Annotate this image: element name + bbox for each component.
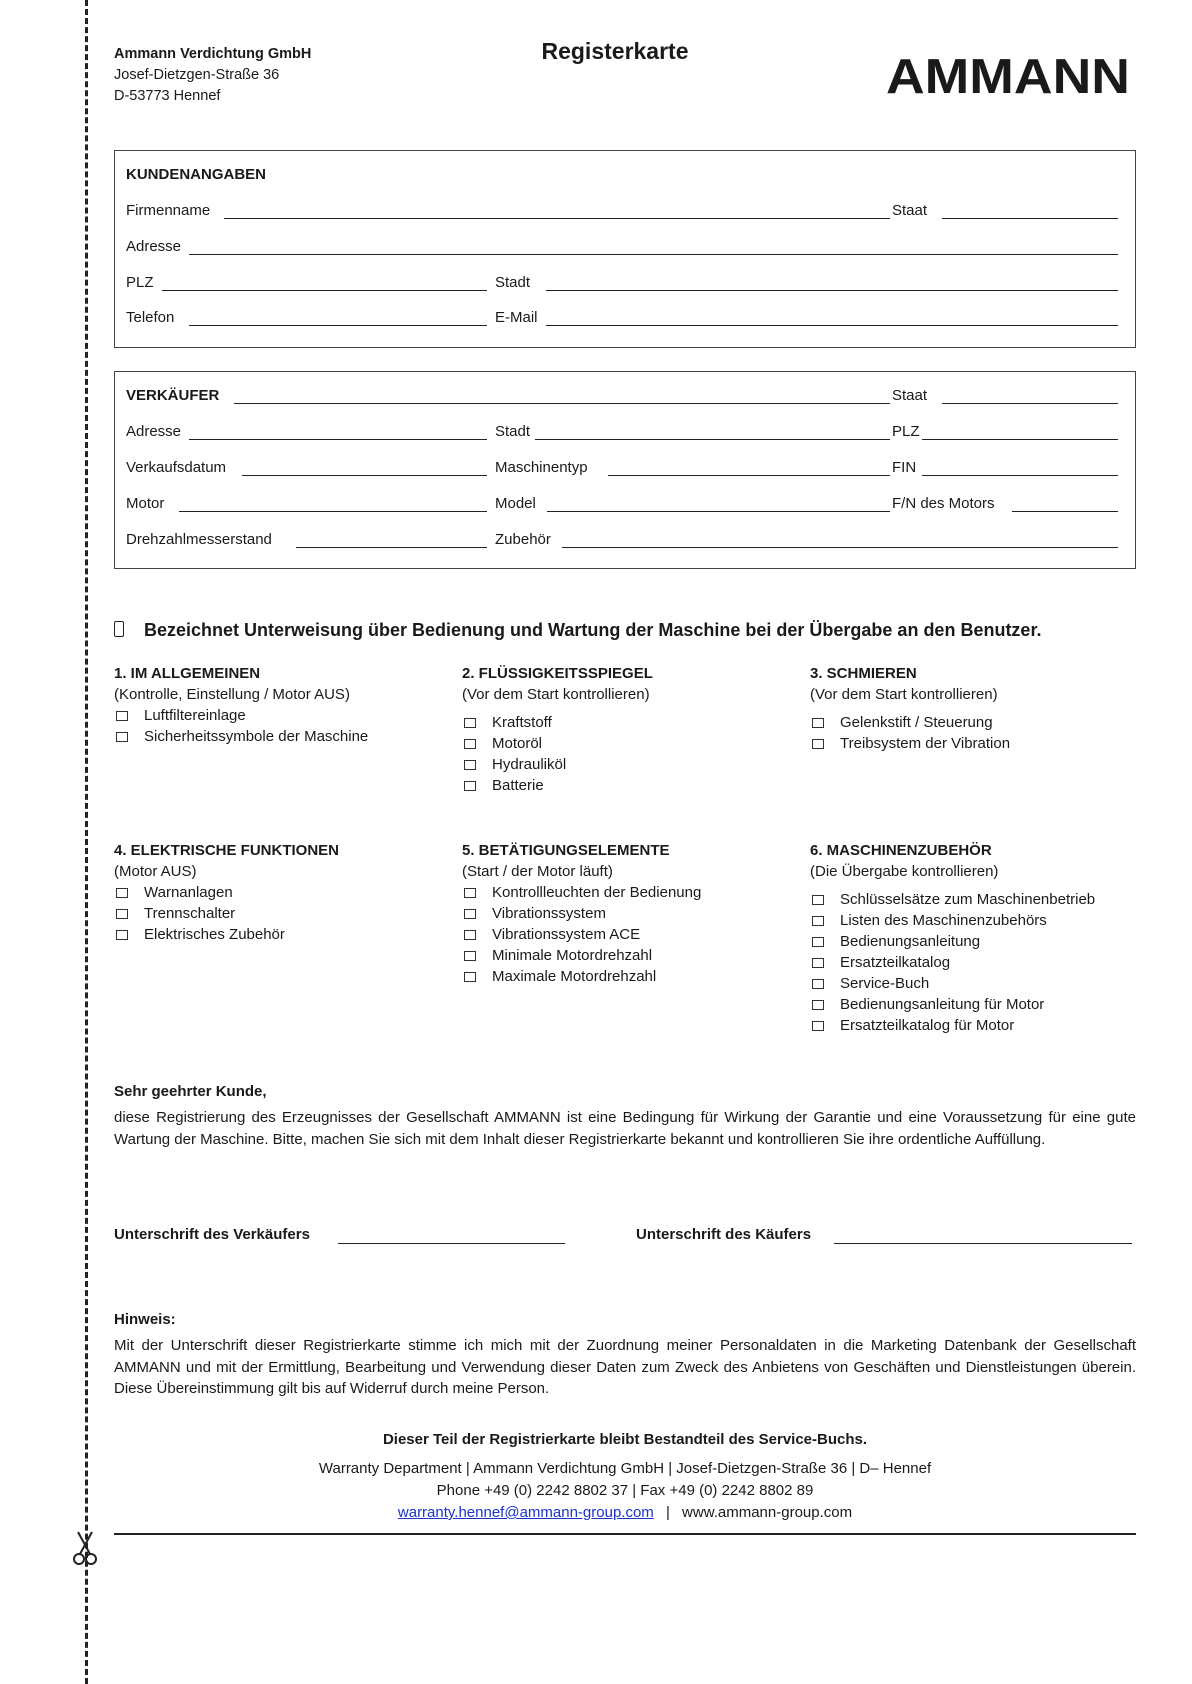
company-field[interactable] [224, 218, 890, 219]
customer-address-label: Adresse [126, 238, 182, 255]
buyer-signature-field[interactable] [834, 1243, 1132, 1244]
section-machine-accessories [810, 840, 1095, 1036]
company-address [114, 44, 311, 107]
fin-label: FIN [892, 459, 917, 476]
check-item[interactable] [810, 889, 1095, 910]
section-lubrication [810, 663, 1010, 754]
note-body: Mit der Unterschrift dieser Registrierkarte stimme ich mich mit der Zuordnung meiner Personaldaten in die Marketing Datenbank der Gesellschaft AMMANN und mit der Ermittlung, Bearbeitung und Verwendung dieser Daten zum Zweck des Anbietens von Geschäften und Dienstleistungen überein. Diese Übereinstimmung gilt bis auf Widerruf durch meine Person. [114, 1337, 1136, 1397]
checkbox[interactable] [464, 930, 476, 940]
section-general [114, 663, 368, 747]
customer-state-field[interactable] [942, 218, 1118, 219]
check-item-label: Kontrollleuchten der Bedienung [492, 884, 702, 901]
check-item-label: Ersatzteilkatalog für Motor [840, 1017, 1015, 1034]
cut-line [85, 0, 88, 1684]
seller-zip-field[interactable] [922, 439, 1118, 440]
seller-signature-label: Unterschrift des Verkäufers [114, 1226, 310, 1243]
check-item[interactable] [462, 924, 701, 945]
check-item-label: Maximale Motordrehzahl [492, 968, 657, 985]
section-title: 6. MASCHINENZUBEHÖR [810, 842, 992, 859]
check-item[interactable] [462, 882, 701, 903]
check-item[interactable] [114, 726, 368, 747]
check-item-label: Elektrisches Zubehör [144, 926, 285, 943]
instruction-heading-text: Bezeichnet Unterweisung über Bedienung und Wartung der Maschine bei der Übergabe an den Benutzer. [144, 620, 1042, 640]
section-controls [462, 840, 701, 987]
machine-type-field[interactable] [608, 475, 890, 476]
check-item[interactable] [462, 712, 653, 733]
check-item-label: Schlüsselsätze zum Maschinenbetrieb [840, 891, 1096, 908]
instruction-heading [114, 620, 1041, 641]
check-item-label: Motoröl [492, 735, 543, 752]
check-item-label: Warnanlagen [144, 884, 233, 901]
tachometer-label: Drehzahlmesserstand [126, 531, 272, 548]
engine-field[interactable] [179, 511, 487, 512]
seller-state-label: Staat [892, 387, 928, 404]
check-item-label: Hydrauliköl [492, 756, 567, 773]
model-label: Model [495, 495, 536, 512]
check-item[interactable] [114, 882, 339, 903]
section-title: 1. IM ALLGEMEINEN [114, 665, 261, 682]
footer-address: Warranty Department | Ammann Verdichtung GmbH | Josef-Dietzgen-Straße 36 | D– Hennef [318, 1460, 932, 1477]
checkbox[interactable] [812, 739, 824, 749]
section-fluid-levels [462, 663, 653, 796]
footer-remark: Dieser Teil der Registrierkarte bleibt Bestandteil des Service-Buchs. [382, 1431, 868, 1448]
check-item-label: Gelenkstift / Steuerung [840, 714, 993, 731]
check-item-label: Trennschalter [144, 905, 236, 922]
check-item-label: Minimale Motordrehzahl [492, 947, 653, 964]
check-item[interactable] [462, 775, 653, 796]
checkbox[interactable] [464, 888, 476, 898]
checkbox[interactable] [812, 718, 824, 728]
instruction-checkbox[interactable] [114, 621, 124, 637]
section-title: 2. FLÜSSIGKEITSSPIEGEL [462, 665, 653, 682]
section-subtitle: (Vor dem Start kontrollieren) [462, 686, 650, 703]
website-link[interactable]: www.ammann-group.com [682, 1504, 853, 1521]
seller-city-field[interactable] [535, 439, 890, 440]
checkbox[interactable] [464, 909, 476, 919]
engine-sn-field[interactable] [1012, 511, 1118, 512]
section-electrical [114, 840, 339, 945]
checkbox[interactable] [116, 732, 128, 742]
check-item-label: Luftfiltereinlage [144, 707, 246, 724]
seller-city-label: Stadt [495, 423, 531, 440]
check-item[interactable] [462, 945, 701, 966]
customer-section [114, 150, 1136, 348]
customer-heading: KUNDENANGABEN [126, 166, 267, 183]
company-city: D-53773 Hennef [114, 88, 221, 104]
footer-separator: | [665, 1504, 670, 1521]
check-item-label: Batterie [492, 777, 544, 794]
email-link[interactable]: warranty.hennef@ammann-group.com [397, 1504, 654, 1521]
check-item[interactable] [810, 910, 1095, 931]
checkbox[interactable] [116, 888, 128, 898]
letter-body: diese Registrierung des Erzeugnisses der Gesellschaft AMMANN ist eine Bedingung für Wirkung der Garantie und eine Voraussetzung für eine gute Wartung der Maschine. Bitte, machen Sie sich mit dem Inhalt dieser Registrierkarte bekannt und kontrollieren Sie ihre ordentliche Auffüllung. [114, 1109, 1136, 1148]
sale-date-field[interactable] [242, 475, 487, 476]
customer-city-field[interactable] [546, 290, 1118, 291]
checkbox[interactable] [116, 930, 128, 940]
customer-email-label: E-Mail [495, 309, 538, 326]
check-item[interactable] [810, 931, 1095, 952]
footer-phone: Phone +49 (0) 2242 8802 37 | Fax +49 (0) 2242 8802 89 [436, 1482, 814, 1499]
ammann-logo [884, 52, 1132, 98]
seller-zip-label: PLZ [892, 423, 920, 440]
customer-email-field[interactable] [546, 325, 1118, 326]
company-name: Ammann Verdichtung GmbH [114, 46, 312, 62]
logo-text: AMMANN [886, 52, 1130, 98]
check-item[interactable] [462, 754, 653, 775]
check-item-label: Vibrationssystem ACE [492, 926, 641, 943]
engine-sn-label: F/N des Motors [892, 495, 995, 512]
section-title: 4. ELEKTRISCHE FUNKTIONEN [114, 842, 340, 859]
check-item-label: Bedienungsanleitung für Motor [840, 996, 1045, 1013]
accessories-field[interactable] [562, 547, 1118, 548]
seller-signature-field[interactable] [338, 1243, 565, 1244]
customer-phone-label: Telefon [126, 309, 175, 326]
customer-city-label: Stadt [495, 274, 531, 291]
check-item-label: Service-Buch [840, 975, 930, 992]
seller-address-label: Adresse [126, 423, 182, 440]
section-subtitle: (Motor AUS) [114, 863, 197, 880]
section-subtitle: (Vor dem Start kontrollieren) [810, 686, 998, 703]
check-item-label: Sicherheitssymbole der Maschine [144, 728, 369, 745]
seller-heading: VERKÄUFER [126, 387, 220, 404]
customer-address-field[interactable] [189, 254, 1118, 255]
engine-label: Motor [126, 495, 165, 512]
accessories-label: Zubehör [495, 531, 551, 548]
note-heading: Hinweis: [114, 1311, 176, 1328]
checkbox[interactable] [464, 781, 476, 791]
check-item-label: Ersatzteilkatalog [840, 954, 951, 971]
check-item-label: Kraftstoff [492, 714, 552, 731]
seller-name-field[interactable] [234, 403, 890, 404]
checkbox[interactable] [812, 1000, 824, 1010]
customer-zip-label: PLZ [126, 274, 154, 291]
customer-phone-field[interactable] [189, 325, 487, 326]
seller-state-field[interactable] [942, 403, 1118, 404]
section-subtitle: (Start / der Motor läuft) [462, 863, 613, 880]
check-item[interactable] [810, 952, 1095, 973]
check-item[interactable] [462, 903, 701, 924]
checkbox[interactable] [812, 895, 824, 905]
fin-field[interactable] [922, 475, 1118, 476]
section-subtitle: (Die Übergabe kontrollieren) [810, 863, 999, 880]
check-item[interactable] [810, 1015, 1095, 1036]
checkbox[interactable] [464, 739, 476, 749]
company-street: Josef-Dietzgen-Straße 36 [114, 67, 280, 83]
customer-zip-field[interactable] [162, 290, 487, 291]
check-item-label: Treibsystem der Vibration [840, 735, 1011, 752]
footer-contact [114, 1502, 1136, 1524]
sale-date-label: Verkaufsdatum [126, 459, 227, 476]
checkbox[interactable] [812, 979, 824, 989]
check-item-label: Listen des Maschinenzubehörs [840, 912, 1047, 929]
checkbox[interactable] [116, 909, 128, 919]
page-title: Registerkarte [541, 38, 689, 64]
model-field[interactable] [547, 511, 890, 512]
check-item[interactable] [810, 994, 1095, 1015]
section-title: 5. BETÄTIGUNGSELEMENTE [462, 842, 670, 859]
section-subtitle: (Kontrolle, Einstellung / Motor AUS) [114, 686, 350, 703]
checkbox[interactable] [464, 760, 476, 770]
checkbox[interactable] [464, 951, 476, 961]
checkbox[interactable] [116, 711, 128, 721]
checkbox[interactable] [464, 718, 476, 728]
checkbox[interactable] [464, 972, 476, 982]
machine-type-label: Maschinentyp [495, 459, 588, 476]
check-item-label: Bedienungsanleitung [840, 933, 981, 950]
check-item[interactable] [810, 973, 1095, 994]
company-label: Firmenname [126, 202, 211, 219]
check-item[interactable] [462, 966, 701, 987]
section-title: 3. SCHMIEREN [810, 665, 917, 682]
letter-salutation: Sehr geehrter Kunde, [114, 1083, 267, 1100]
check-item[interactable] [114, 903, 339, 924]
check-item[interactable] [810, 712, 1010, 733]
check-item-label: Vibrationssystem [492, 905, 606, 922]
check-item[interactable] [810, 733, 1010, 754]
checkbox[interactable] [812, 916, 824, 926]
checkbox[interactable] [812, 958, 824, 968]
checkbox[interactable] [812, 1021, 824, 1031]
check-item[interactable] [114, 924, 339, 945]
tachometer-field[interactable] [296, 547, 487, 548]
cut-divider [114, 1533, 1136, 1535]
check-item[interactable] [114, 705, 368, 726]
seller-address-field[interactable] [189, 439, 487, 440]
buyer-signature-label: Unterschrift des Käufers [636, 1226, 812, 1243]
scissors-icon [72, 1530, 98, 1568]
checkbox[interactable] [812, 937, 824, 947]
customer-state-label: Staat [892, 202, 928, 219]
check-item[interactable] [462, 733, 653, 754]
